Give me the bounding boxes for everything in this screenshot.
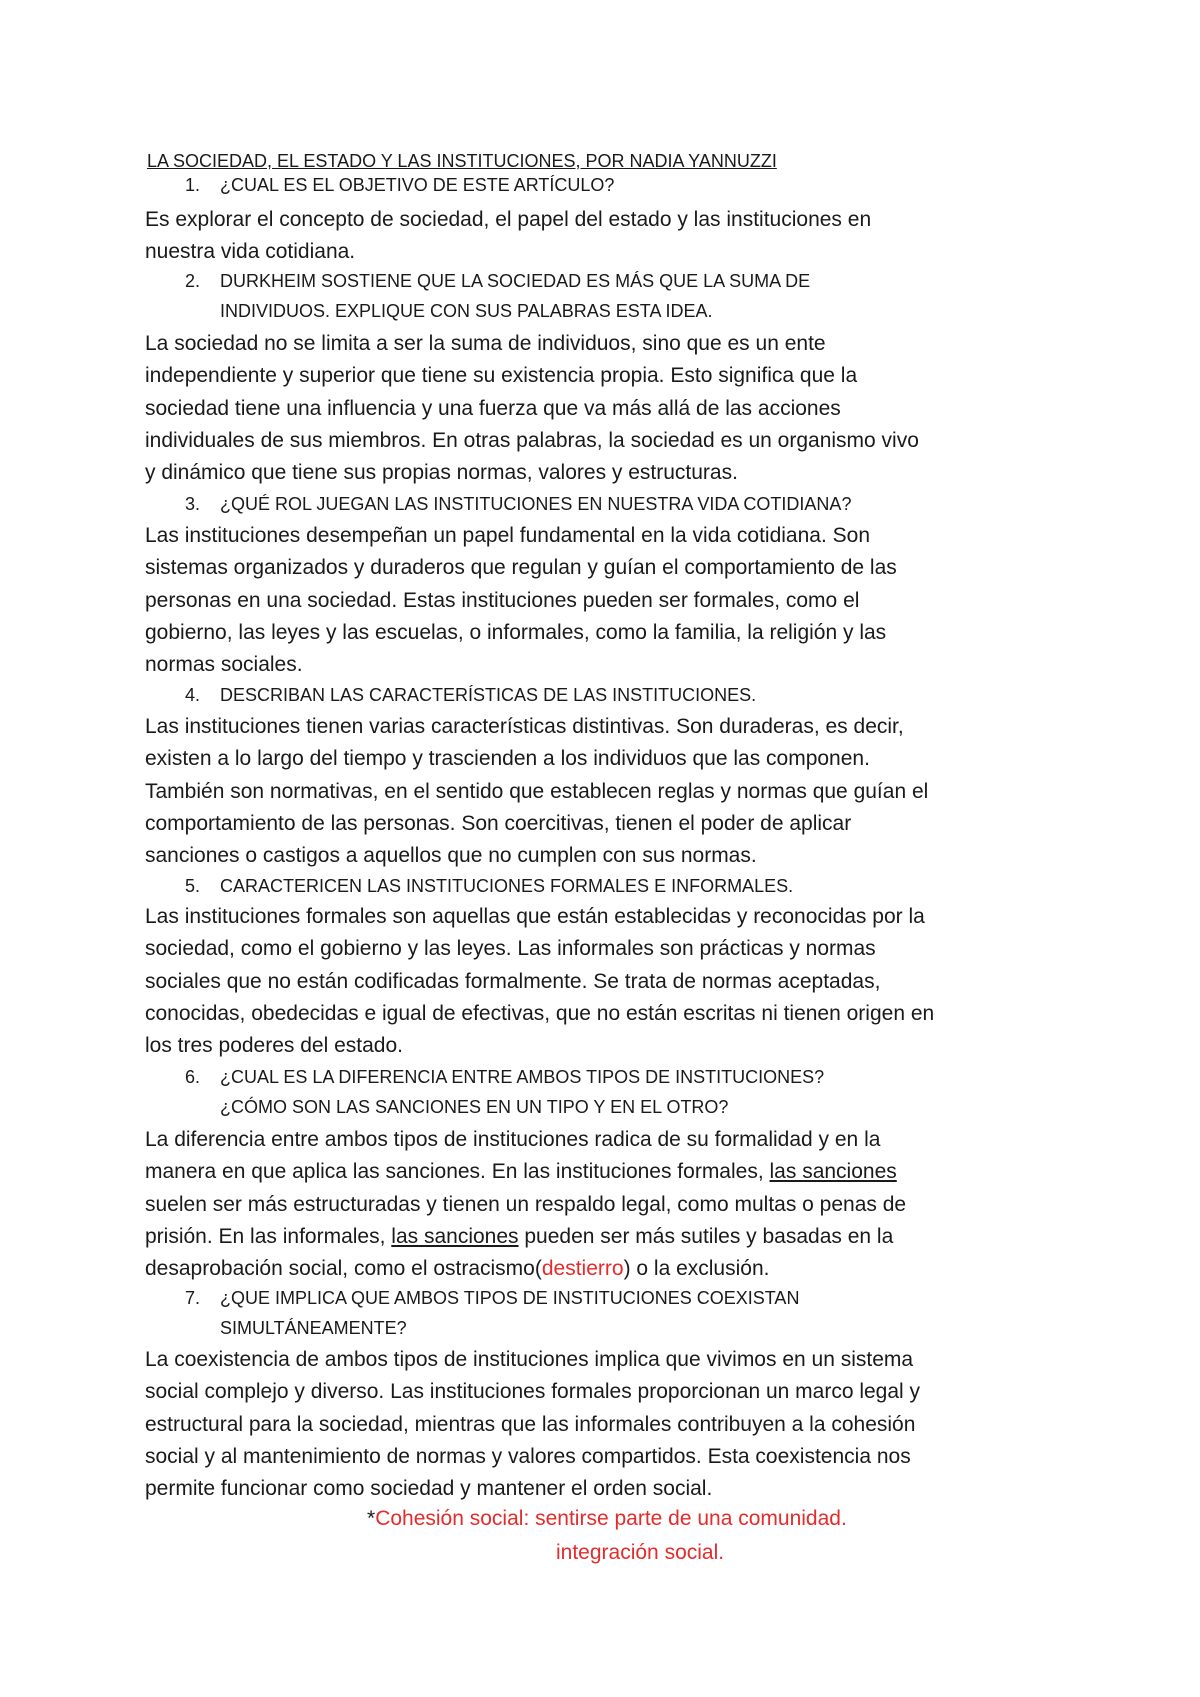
answer-line: También son normativas, en el sentido que establecen reglas y normas que guían el [145, 779, 929, 803]
question-text: ¿CÓMO SON LAS SANCIONES EN UN TIPO Y EN EL OTRO? [220, 1097, 729, 1117]
answer-line: La sociedad no se limita a ser la suma de individuos, sino que es un ente [145, 332, 826, 355]
question-text: ¿CUAL ES EL OBJETIVO DE ESTE ARTÍCULO? [220, 175, 615, 195]
answer-6 [145, 1124, 1080, 1285]
question-text: DURKHEIM SOSTIENE QUE LA SOCIEDAD ES MÁS QUE LA SUMA DE [220, 271, 811, 291]
answer-line: social y al mantenimiento de normas y valores compartidos. Esta coexistencia nos [145, 1444, 911, 1468]
question-number: 2. [185, 271, 201, 291]
answer-7 [145, 1344, 1080, 1505]
answer-1 [145, 204, 1080, 269]
question-text: ¿CUAL ES LA DIFERENCIA ENTRE AMBOS TIPOS DE INSTITUCIONES? [220, 1067, 825, 1087]
answer-line: comportamiento de las personas. Son coercitivas, tienen el poder de aplicar [145, 811, 852, 835]
answer-line: Es explorar el concepto de sociedad, el papel del estado y las instituciones en [145, 208, 872, 231]
answer-line: conocidas, obedecidas e igual de efectivas, que no están escritas ni tienen origen en [145, 1001, 935, 1025]
answer-text: pueden ser más sutiles y basadas en la [518, 1224, 894, 1248]
answer-line: social complejo y diverso. Las instituciones formales proporcionan un marco legal y [145, 1380, 921, 1404]
answer-line: los tres poderes del estado. [145, 1034, 403, 1058]
note-line-1 [367, 1503, 847, 1535]
note-text: Cohesión social: sentirse parte de una comunidad. [375, 1507, 847, 1530]
question-text: ¿QUÉ ROL JUEGAN LAS INSTITUCIONES EN NUESTRA VIDA COTIDIANA? [220, 494, 852, 514]
answer-line: sanciones o castigos a aquellos que no cumplen con sus normas. [145, 844, 757, 868]
answer-line: sociales que no están codificadas formalmente. Se trata de normas aceptadas, [145, 969, 881, 993]
answer-line: estructural para la sociedad, mientras que las informales contribuyen a la cohesión [145, 1412, 916, 1436]
answer-line: sociedad, como el gobierno y las leyes. Las informales son prácticas y normas [145, 937, 876, 961]
answer-line: Las instituciones formales son aquellas que están establecidas y reconocidas por la [145, 905, 925, 928]
answer-line: gobierno, las leyes y las escuelas, o informales, como la familia, la religión y las [145, 620, 887, 644]
answer-line: nuestra vida cotidiana. [145, 240, 356, 264]
answer-5 [145, 901, 1080, 1062]
answer-text: prisión. En las informales, [145, 1224, 392, 1248]
answer-line: permite funcionar como sociedad y mantener el orden social. [145, 1477, 713, 1501]
question-text: SIMULTÁNEAMENTE? [220, 1318, 407, 1338]
answer-line: y dinámico que tiene sus propias normas, valores y estructuras. [145, 461, 738, 485]
underlined-phrase: las sanciones [769, 1160, 897, 1184]
document-title: LA SOCIEDAD, EL ESTADO Y LAS INSTITUCIONES, POR NADIA YANNUZZI [147, 151, 777, 171]
underlined-phrase: las sanciones [391, 1224, 519, 1248]
question-text: ¿QUE IMPLICA QUE AMBOS TIPOS DE INSTITUCIONES COEXISTAN [220, 1288, 800, 1308]
question-number: 7. [185, 1288, 201, 1308]
question-number: 6. [185, 1067, 201, 1087]
answer-line: La coexistencia de ambos tipos de instituciones implica que vivimos en un sistema [145, 1348, 914, 1371]
answer-line: sistemas organizados y duraderos que regulan y guían el comportamiento de las [145, 556, 897, 580]
answer-4 [145, 711, 1080, 872]
answer-line: personas en una sociedad. Estas instituciones pueden ser formales, como el [145, 588, 860, 612]
question-number: 3. [185, 494, 201, 514]
answer-2 [145, 328, 1080, 489]
answer-line: sociedad tiene una influencia y una fuerza que va más allá de las acciones [145, 396, 841, 420]
note-asterisk: * [367, 1507, 376, 1530]
highlighted-word: destierro [541, 1257, 624, 1281]
answer-line [145, 1253, 1080, 1285]
answer-3 [145, 520, 1080, 681]
question-number: 5. [185, 876, 201, 896]
note-line-2: integración social. [556, 1541, 725, 1564]
answer-text: ) o la exclusión. [623, 1257, 770, 1281]
answer-line: La diferencia entre ambos tipos de instituciones radica de su formalidad y en la [145, 1128, 881, 1151]
answer-line [145, 1221, 1080, 1253]
question-text: DESCRIBAN LAS CARACTERÍSTICAS DE LAS INSTITUCIONES. [220, 685, 757, 705]
answer-text: manera en que aplica las sanciones. En las instituciones formales, [145, 1160, 770, 1184]
question-text: INDIVIDUOS. EXPLIQUE CON SUS PALABRAS ESTA IDEA. [220, 301, 713, 321]
answer-line: existen a lo largo del tiempo y trascienden a los individuos que las componen. [145, 747, 870, 771]
question-number: 4. [185, 685, 201, 705]
answer-line: independiente y superior que tiene su existencia propia. Esto significa que la [145, 364, 858, 388]
answer-line: Las instituciones tienen varias características distintivas. Son duraderas, es decir, [145, 715, 904, 738]
answer-line: Las instituciones desempeñan un papel fundamental en la vida cotidiana. Son [145, 524, 871, 547]
answer-text: desaprobación social, como el ostracismo( [145, 1257, 542, 1281]
answer-line: normas sociales. [145, 653, 303, 677]
question-number: 1. [185, 175, 201, 195]
answer-line: individuales de sus miembros. En otras palabras, la sociedad es un organismo vivo [145, 428, 919, 452]
answer-line [145, 1156, 1080, 1188]
question-text: CARACTERICEN LAS INSTITUCIONES FORMALES E INFORMALES. [220, 876, 794, 896]
answer-line: suelen ser más estructuradas y tienen un respaldo legal, como multas o penas de [145, 1192, 907, 1216]
